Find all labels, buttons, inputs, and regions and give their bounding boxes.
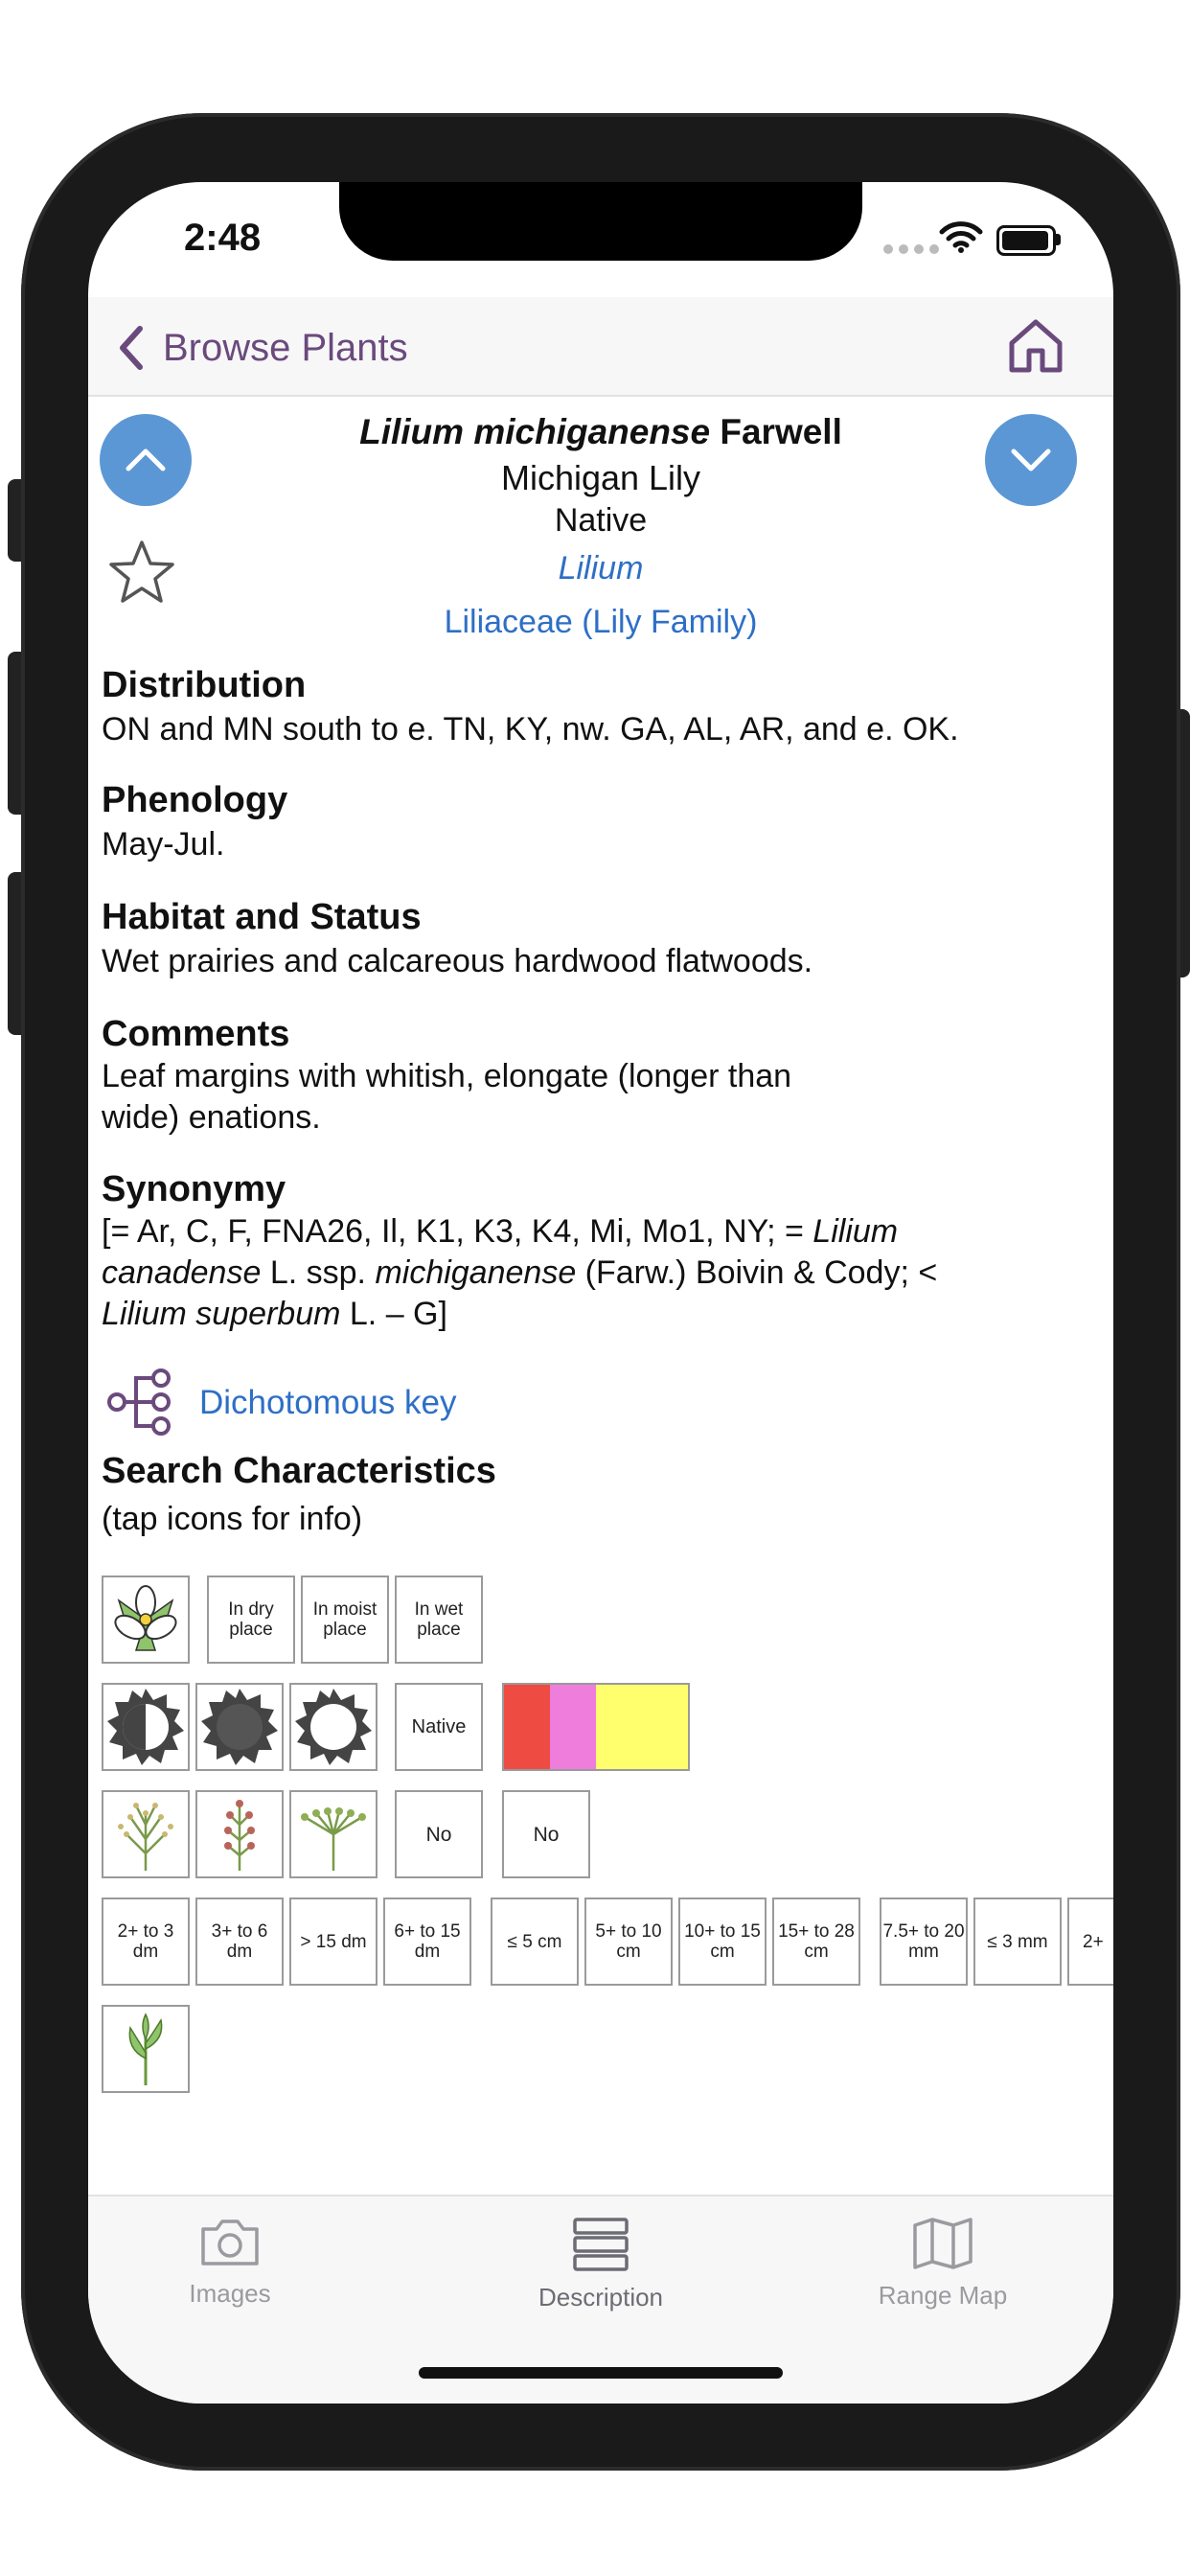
back-button[interactable]	[117, 322, 408, 374]
home-indicator	[419, 2367, 783, 2379]
panicle-icon	[107, 1796, 184, 1873]
partial-sun-tile[interactable]	[102, 1683, 190, 1771]
navigation-bar	[88, 297, 1113, 397]
habitat-title: Habitat and Status	[102, 897, 422, 937]
tab-description-label: Description	[538, 2283, 664, 2312]
back-button-label: Browse Plants	[163, 326, 408, 369]
genus-link[interactable]: Lilium	[558, 550, 644, 586]
distribution-text: ON and MN south to e. TN, KY, nw. GA, AL, AR, and e. OK.	[102, 711, 959, 748]
signal-icon	[883, 242, 945, 259]
tab-description[interactable]	[457, 2216, 744, 2312]
native-tile[interactable]: Native	[395, 1683, 483, 1771]
raceme-icon	[201, 1796, 278, 1873]
color-swatch-pink	[550, 1685, 596, 1769]
plant-author: Farwell	[720, 412, 842, 451]
tab-images[interactable]	[88, 2216, 374, 2309]
screen	[88, 182, 1113, 2404]
battery-icon	[996, 225, 1056, 256]
plant-height-15dm-tile[interactable]: > 15 dm	[289, 1898, 378, 1986]
leaf-length-5-10cm-tile[interactable]: 5+ to 10 cm	[584, 1898, 673, 1986]
plant-height-3-6dm-tile[interactable]: 3+ to 6 dm	[195, 1898, 284, 1986]
color-swatch-red	[504, 1685, 550, 1769]
phenology-title: Phenology	[102, 780, 288, 820]
flower-3-petals-tile[interactable]	[102, 1576, 190, 1664]
wifi-icon	[939, 220, 983, 253]
chevron-left-icon	[117, 325, 144, 371]
half-sun-icon	[105, 1687, 186, 1767]
inflorescence-panicle-tile[interactable]	[102, 1790, 190, 1878]
comments-title: Comments	[102, 1014, 290, 1054]
size-tile-partial[interactable]: 2+	[1067, 1898, 1113, 1986]
distribution-title: Distribution	[102, 665, 307, 705]
home-icon[interactable]	[1006, 316, 1065, 376]
inflorescence-raceme-tile[interactable]	[195, 1790, 284, 1878]
stem-leaves-icon	[107, 2011, 184, 2087]
leaf-length-10-15cm-tile[interactable]: 10+ to 15 cm	[678, 1898, 767, 1986]
trillium-flower-icon	[109, 1583, 182, 1656]
phenology-text: May-Jul.	[102, 826, 225, 862]
flower-size-3mm-tile[interactable]: ≤ 3 mm	[973, 1898, 1062, 1986]
color-swatch-yellow	[596, 1685, 688, 1769]
search-characteristics-hint: (tap icons for info)	[102, 1501, 363, 1537]
family-link[interactable]: Liliaceae (Lily Family)	[444, 604, 758, 640]
notch	[339, 182, 862, 261]
full-sun-tile[interactable]	[289, 1683, 378, 1771]
moist-place-tile[interactable]: In moist place	[301, 1576, 389, 1664]
wet-place-tile[interactable]: In wet place	[395, 1576, 483, 1664]
plant-height-2-3dm-tile[interactable]: 2+ to 3 dm	[102, 1898, 190, 1986]
umbel-icon	[295, 1796, 372, 1873]
plant-common-name: Michigan Lily	[500, 458, 701, 497]
tab-range-map-label: Range Map	[878, 2281, 1008, 2310]
comments-text: Leaf margins with whitish, elongate (longer than wide) enations.	[102, 1058, 792, 1136]
inflorescence-umbel-tile[interactable]	[289, 1790, 378, 1878]
dichotomous-key-link[interactable]: Dichotomous key	[199, 1384, 457, 1421]
synonymy-title: Synonymy	[102, 1169, 286, 1209]
plant-genus-species: Lilium michiganense	[359, 412, 711, 451]
tab-range-map[interactable]	[799, 2216, 1087, 2311]
status-time: 2:48	[184, 217, 262, 259]
habitat-text: Wet prairies and calcareous hardwood flatwoods.	[102, 943, 813, 979]
synonymy-text: [= Ar, C, F, FNA26, Il, K1, K3, K4, Mi, Mo1, NY; = Lilium canadense L. ssp. michiganense (Farw.) Boivin & Cody; < Lilium superbum L. – G]	[102, 1213, 938, 1332]
dry-place-tile[interactable]: In dry place	[207, 1576, 295, 1664]
shade-tile[interactable]	[195, 1683, 284, 1771]
battery-cap	[1056, 234, 1061, 245]
flower-size-7-20mm-tile[interactable]: 7.5+ to 20 mm	[880, 1898, 968, 1986]
leaf-length-5cm-tile[interactable]: ≤ 5 cm	[491, 1898, 579, 1986]
search-characteristics-title: Search Characteristics	[102, 1451, 496, 1491]
flower-color-tile[interactable]	[502, 1683, 690, 1771]
leaf-arrangement-tile[interactable]	[102, 2005, 190, 2093]
dichotomous-key-icon[interactable]	[105, 1368, 172, 1436]
list-icon	[572, 2216, 629, 2273]
no-tile-2[interactable]: No	[502, 1790, 590, 1878]
full-shade-icon	[199, 1687, 280, 1767]
leaf-length-15-28cm-tile[interactable]: 15+ to 28 cm	[772, 1898, 860, 1986]
plant-height-6-15dm-tile[interactable]: 6+ to 15 dm	[383, 1898, 471, 1986]
full-sun-icon	[293, 1687, 374, 1767]
plant-scientific-name	[88, 412, 1113, 452]
no-tile-1[interactable]: No	[395, 1790, 483, 1878]
plant-native-status: Native	[554, 502, 648, 539]
camera-icon	[197, 2216, 263, 2269]
map-icon	[911, 2216, 974, 2271]
tab-images-label: Images	[189, 2279, 271, 2308]
